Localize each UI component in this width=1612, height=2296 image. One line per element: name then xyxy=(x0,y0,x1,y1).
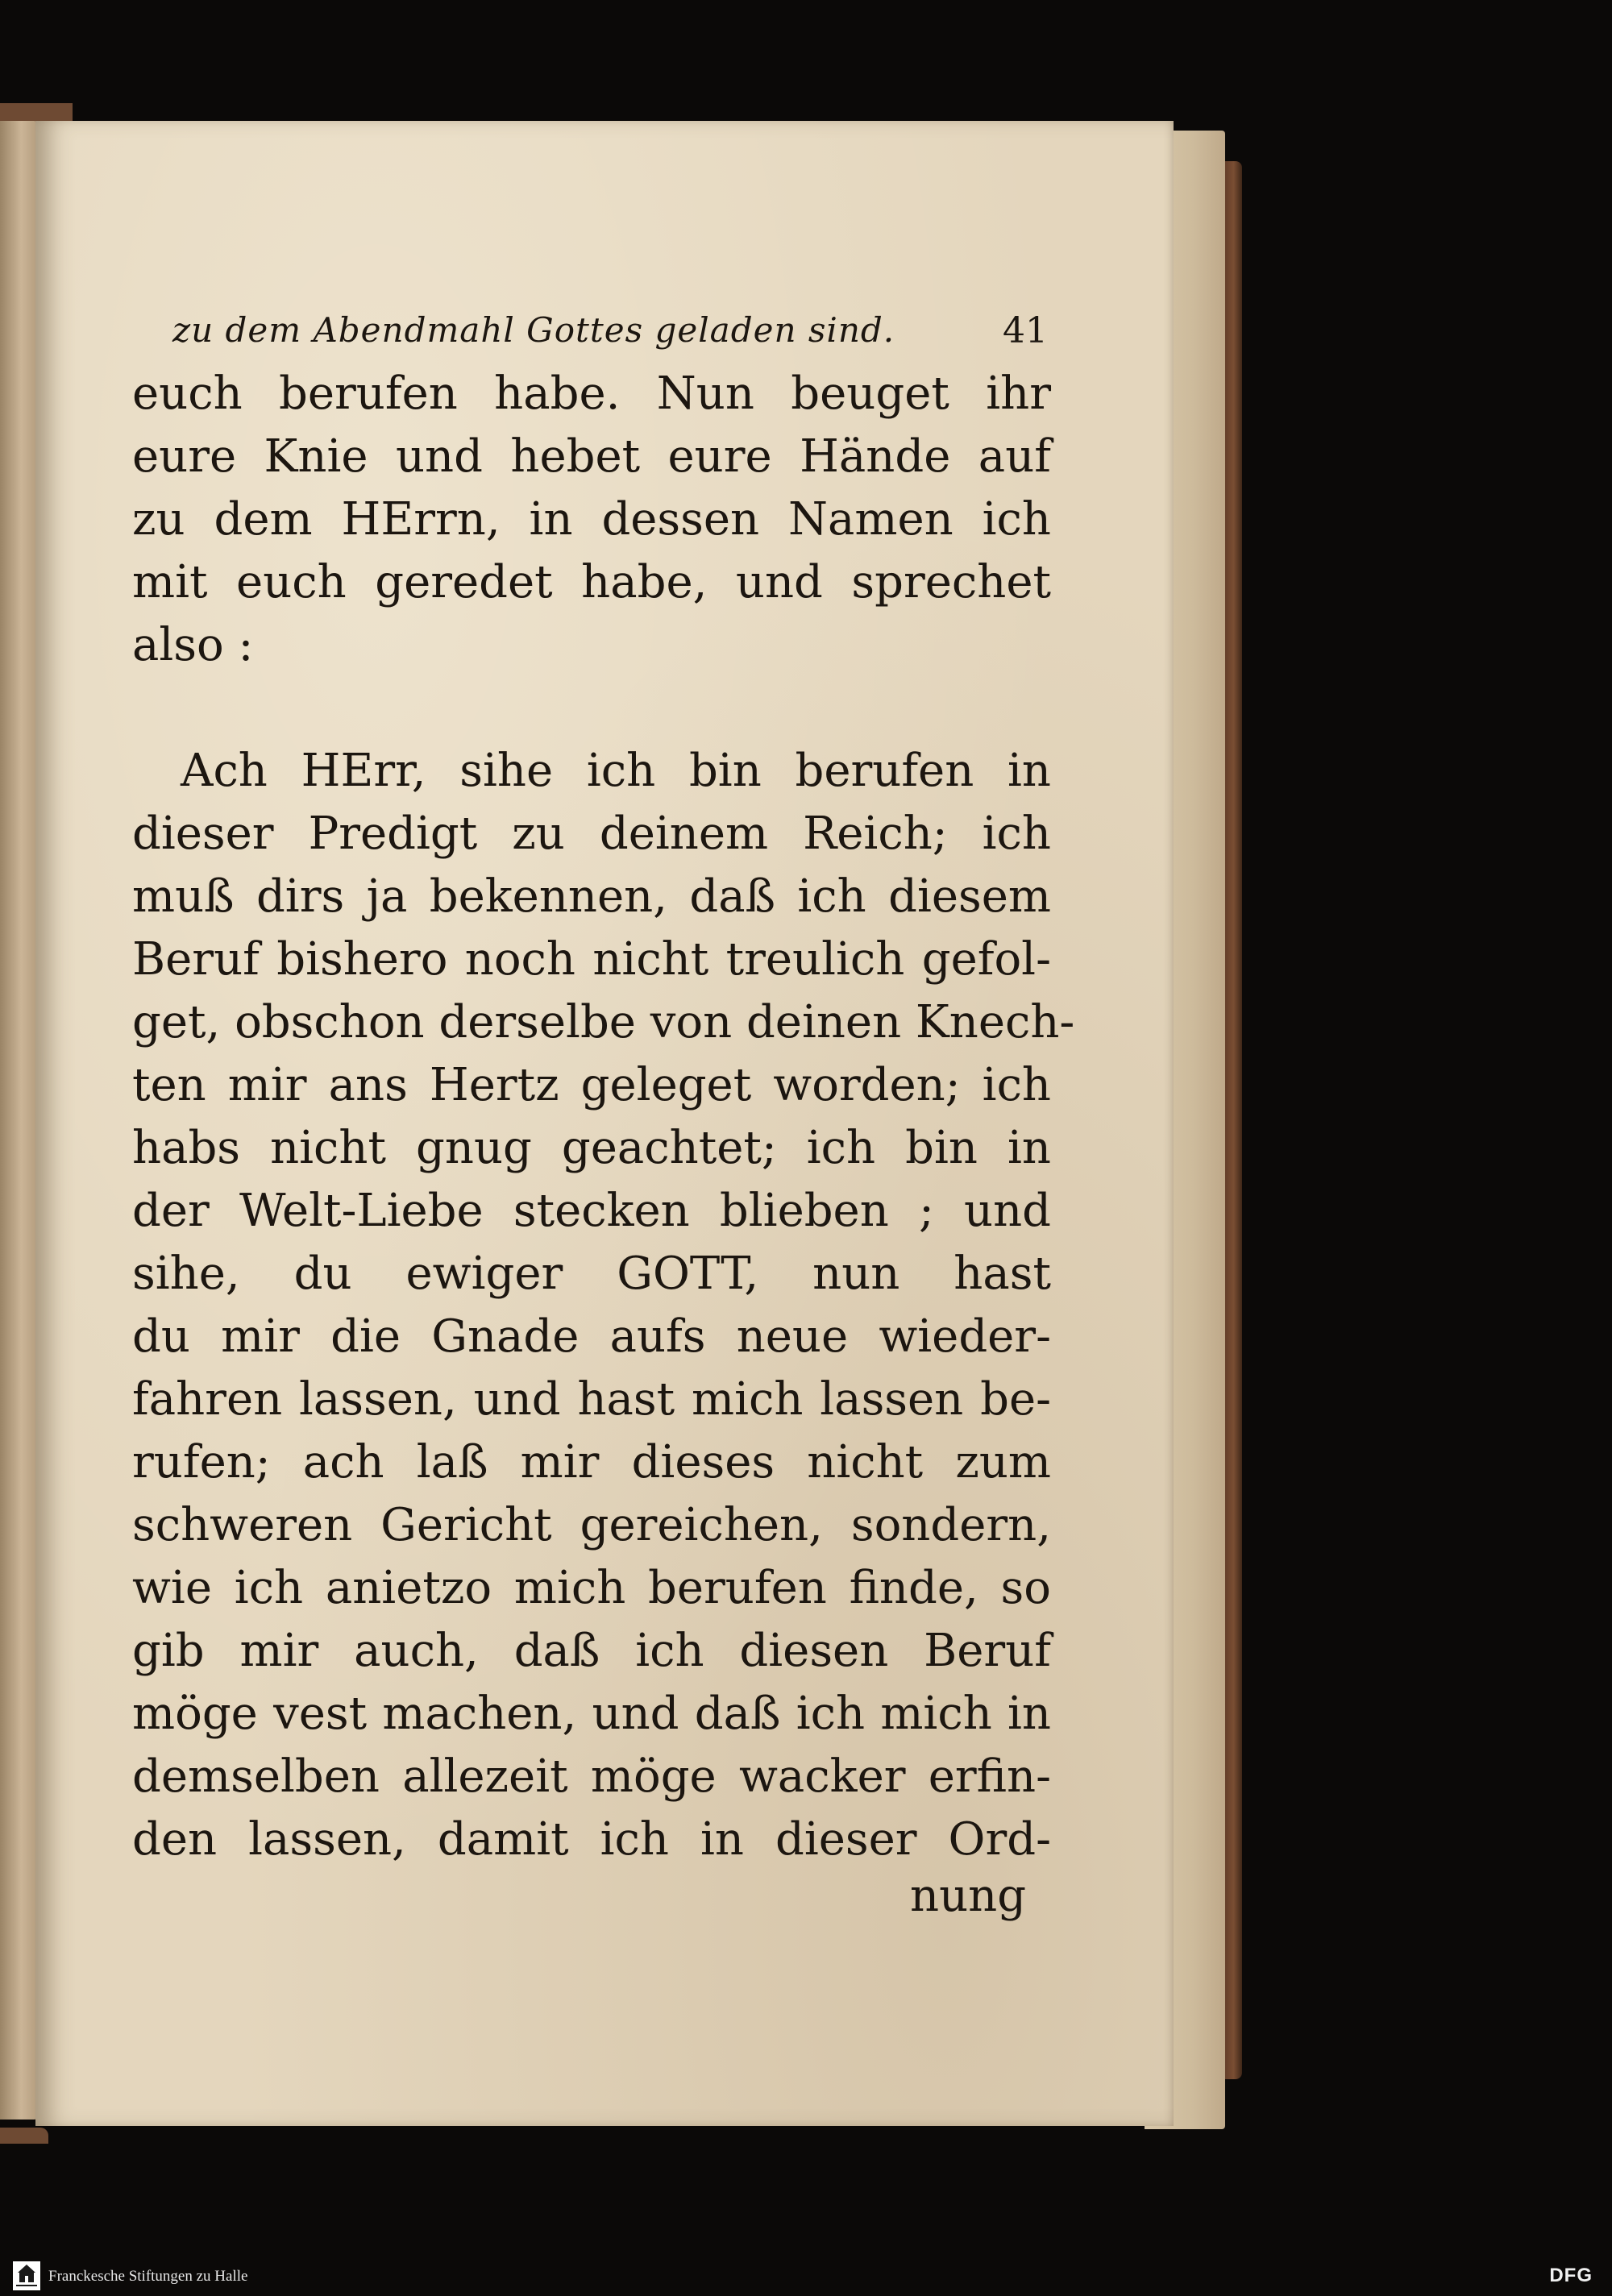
text-line: mit euch geredet habe, und sprechet xyxy=(132,556,1051,608)
text-line: fahren lassen, und hast mich lassen be- xyxy=(132,1373,1051,1426)
text-line: du mir die Gnade aufs neue wieder- xyxy=(132,1310,1051,1363)
left-cover-bottom xyxy=(0,2128,48,2144)
text-line: muß dirs ja bekennen, daß ich diesem xyxy=(132,870,1051,923)
catchword: nung xyxy=(910,1870,1027,1922)
text-line: ten mir ans Hertz geleget worden; ich xyxy=(132,1059,1051,1111)
text-line: zu dem HErrn, in dessen Namen ich xyxy=(132,493,1051,546)
text-line: get, obschon derselbe von deinen Knech- xyxy=(132,996,1075,1048)
running-head: zu dem Abendmahl Gottes geladen sind. xyxy=(172,310,895,350)
text-line: dieser Predigt zu deinem Reich; ich xyxy=(132,808,1051,860)
page-number: 41 xyxy=(1003,310,1048,351)
book-page xyxy=(35,121,1174,2126)
text-line: eure Knie und hebet eure Hände auf xyxy=(132,430,1051,483)
text-line: Beruf bishero noch nicht treulich gefol- xyxy=(132,933,1051,986)
page-body xyxy=(132,363,1075,1871)
dfg-logo: DFG xyxy=(1549,2265,1593,2286)
previous-page-edge xyxy=(0,121,39,2120)
text-line: Ach HErr, sihe ich bin berufen in xyxy=(181,745,1051,797)
footer-bar xyxy=(0,2257,1612,2296)
text-line: sihe, du ewiger GOTT, nun hast xyxy=(132,1248,1051,1300)
text-line: rufen; ach laß mir dieses nicht zum xyxy=(132,1436,1051,1488)
paragraph-gap xyxy=(132,677,1051,740)
text-line: gib mir auch, daß ich diesen Beruf xyxy=(132,1625,1051,1677)
text-line: möge vest machen, und daß ich mich in xyxy=(132,1688,1051,1740)
text-line: euch berufen habe. Nun beuget ihr xyxy=(132,367,1051,420)
institution-logo xyxy=(13,2261,40,2290)
text-line: wie ich anietzo mich berufen finde, so xyxy=(132,1562,1051,1614)
text-line: habs nicht gnug geachtet; ich bin in xyxy=(132,1122,1051,1174)
text-line: der Welt-Liebe stecken blieben ; und xyxy=(132,1185,1051,1237)
text-line: schweren Gericht gereichen, sondern, xyxy=(132,1499,1051,1551)
text-line: also : xyxy=(132,619,254,671)
institution-name: Franckesche Stiftungen zu Halle xyxy=(48,2268,248,2285)
text-line: den lassen, damit ich in dieser Ord- xyxy=(132,1813,1051,1866)
text-line: demselben allezeit möge wacker erfin- xyxy=(132,1750,1051,1803)
